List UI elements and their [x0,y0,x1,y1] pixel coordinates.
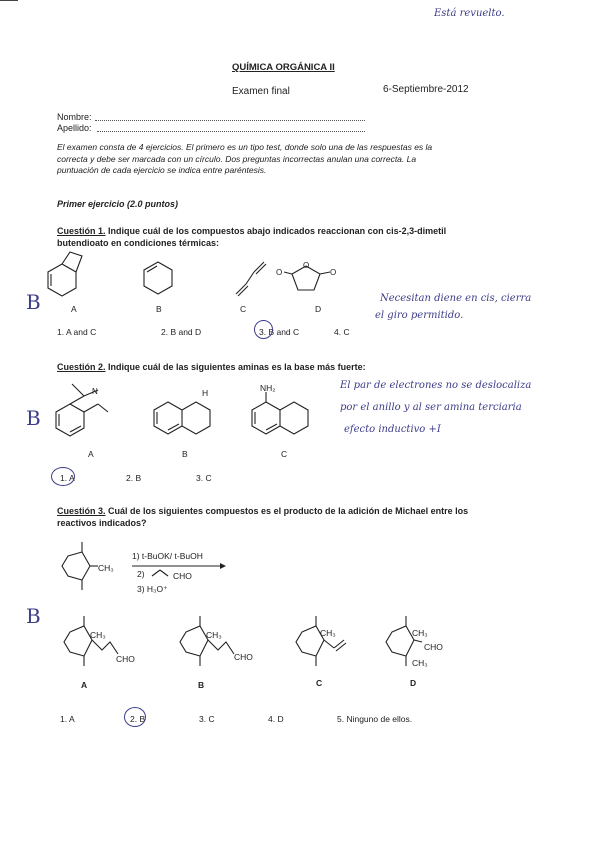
q3-text [57,506,537,517]
intro-line-1: El examen consta de 4 ejercicios. El primero es un tipo test, donde solo una de las respuestas es la [57,142,433,152]
svg-text:O: O [330,268,337,277]
product-a [64,616,118,666]
q3-option-5[interactable]: 5. Ninguno de ellos. [337,714,413,724]
q1-option-2[interactable]: 2. B and D [161,327,202,337]
q1-label-d: D [315,304,322,314]
svg-text:N: N [92,387,98,396]
q2-text [57,362,366,373]
q3-label-c: C [316,678,323,688]
q2-note-3: efecto inductivo +I [344,424,441,435]
q2-label-a: A [88,449,94,459]
q3-option-3[interactable]: 3. C [199,714,215,724]
product-b [180,616,234,666]
q2-line: Indique cuál de las siguientes aminas es la base más fuerte: [105,362,366,372]
amine-c [252,392,308,434]
q3-product-d-ch3-bottom: CH₃ [412,658,428,668]
q1-option-3[interactable]: 3. B and C [259,327,300,337]
structure-b [144,262,172,294]
q2-nh2-label: NH₂ [260,383,276,393]
q3-answer-circle [124,707,146,727]
course-title: QUÍMICA ORGÁNICA II [232,62,335,73]
q1-text [57,226,537,237]
q1-title: Cuestión 1. [57,226,106,236]
svg-text:O: O [276,268,283,277]
q3-label-b: B [198,680,205,690]
corner-mark [0,0,18,1]
q2-note-2: por el anillo y al ser amina terciaria [340,402,522,413]
q3-option-1[interactable]: 1. A [60,714,75,724]
q3-label-d: D [410,678,417,688]
q1-note-2: el giro permitido. [375,310,464,321]
q2-option-1[interactable]: 1. A [60,473,75,483]
q1-label-c: C [240,304,247,314]
apellido-field[interactable] [97,131,365,132]
q2-note-1: El par de electrones no se deslocaliza [340,380,532,391]
q2-label-b: B [182,449,188,459]
q1-answer-circle [254,320,273,339]
q2-answer-circle [51,467,75,486]
intro-text [57,142,527,177]
q1-text-2: butendioato en condiciones térmicas: [57,238,220,248]
q3-reactant-ch3: CH₃ [98,563,114,573]
svg-text:O: O [303,261,310,270]
q3-option-2[interactable]: 2. B [130,714,146,724]
q2-label-c: C [281,449,288,459]
q2-margin-mark: B [26,406,41,430]
apellido-label: Apellido: [57,123,92,133]
q1-label-a: A [71,304,77,314]
q2-title: Cuestión 2. [57,362,106,372]
q3-product-d-cho: CHO [424,642,443,652]
q3-product-d-ch3-top: CH₃ [412,628,428,638]
q3-option-4[interactable]: 4. D [268,714,284,724]
q3-reagent-3: 3) H₃O⁺ [137,584,168,594]
exam-date: 6-Septiembre-2012 [383,84,469,95]
q3-product-b-cho: CHO [234,652,253,662]
q3-margin-mark: B [26,604,41,628]
q2-structures [40,374,330,454]
q1-margin-mark: B [26,290,41,314]
q1-note-1: Necesitan diene en cis, cierra [380,293,532,304]
q1-line-1: Indique cuál de los compuestos abajo indicados reaccionan con cis-2,3-dimetil [105,226,447,236]
q3-reagent-1: 1) t-BuOK/ t-BuOH [132,551,203,561]
nombre-field[interactable] [95,120,365,121]
q2-option-2[interactable]: 2. B [126,473,142,483]
q3-title: Cuestión 3. [57,506,106,516]
structure-a [48,252,82,296]
intro-line-2: correcta y debe ser marcada con un círculo. Dos preguntas incorrectas anulan una correcta. La [57,153,417,164]
q1-option-1[interactable]: 1. A and C [57,327,97,337]
q3-text-2: reactivos indicados? [57,518,147,528]
q3-reagent-2-cho: CHO [173,571,192,581]
q2-nh-label: H [202,388,209,398]
q3-products [52,612,432,682]
q3-reagent-2: 2) [137,569,145,579]
product-c [296,616,346,666]
amine-b [154,402,210,434]
amine-a [56,384,108,436]
q3-line-1: Cuál de los siguientes compuestos es el producto de la adición de Michael entre los [105,506,469,516]
q1-structures [40,248,380,318]
exam-title: Examen final [232,86,290,97]
q1-label-b: B [156,304,162,314]
q3-product-a-cho: CHO [116,654,135,664]
q3-product-b-ch3: CH₃ [206,630,222,640]
q1-option-4[interactable]: 4. C [334,327,350,337]
structure-c [236,262,266,296]
q2-option-3[interactable]: 3. C [196,473,212,483]
intro-line-3: puntuación de cada ejercicio se indica entre paréntesis. [57,165,267,175]
structure-d [276,261,336,290]
q3-label-a: A [81,680,88,690]
q3-product-c-ch3: CH₃ [320,628,336,638]
section-title: Primer ejercicio (2.0 puntos) [57,199,179,209]
q3-product-a-ch3: CH₃ [90,630,106,640]
nombre-label: Nombre: [57,112,92,122]
handwritten-header-note: Está revuelto. [434,8,505,19]
